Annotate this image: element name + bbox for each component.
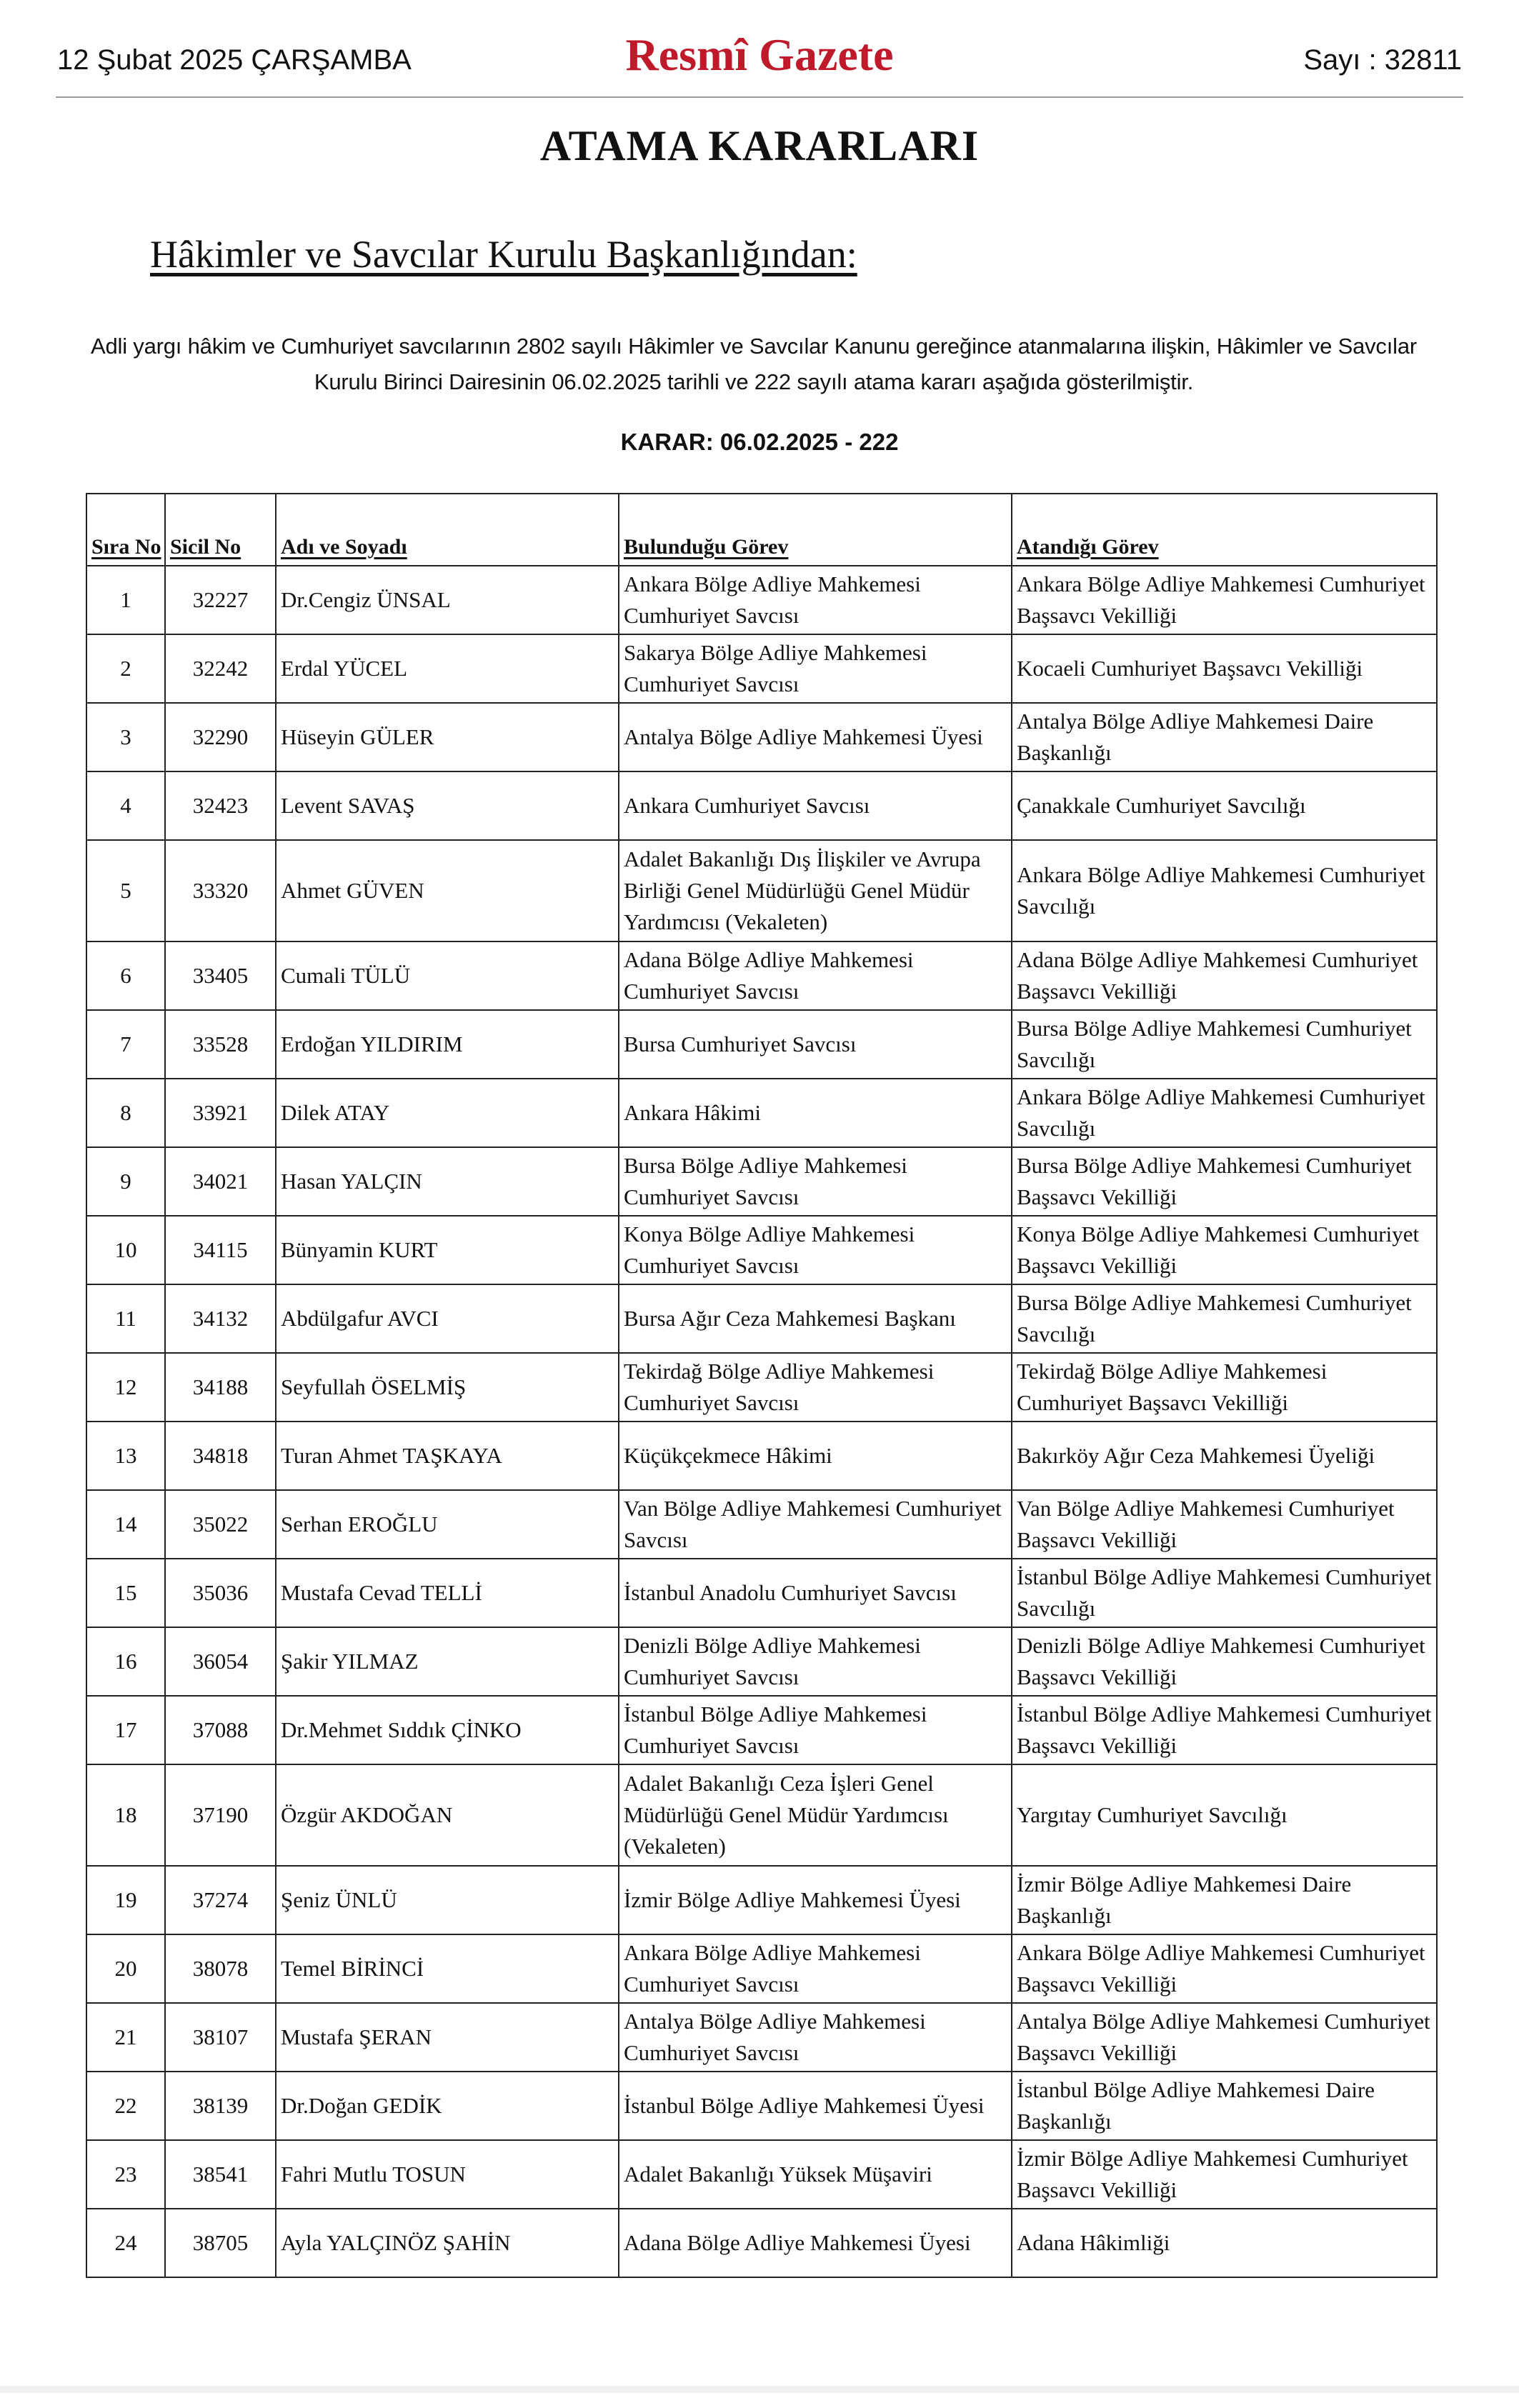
cell-sicil-no: 34188 xyxy=(165,1353,276,1422)
cell-current-post: Ankara Cumhuriyet Savcısı xyxy=(619,771,1012,840)
table-row xyxy=(86,1079,1437,1147)
cell-sicil-no: 34818 xyxy=(165,1422,276,1490)
cell-sira-no: 19 xyxy=(86,1866,165,1934)
cell-assigned-post: Antalya Bölge Adliye Mahkemesi Daire Başkanlığı xyxy=(1012,703,1437,771)
cell-current-post: Adana Bölge Adliye Mahkemesi Üyesi xyxy=(619,2209,1012,2277)
cell-name: Turan Ahmet TAŞKAYA xyxy=(276,1422,619,1490)
cell-sira-no: 5 xyxy=(86,840,165,941)
cell-current-post: İstanbul Bölge Adliye Mahkemesi Cumhuriyet Savcısı xyxy=(619,1696,1012,1764)
cell-sira-no: 18 xyxy=(86,1764,165,1866)
column-header-assigned-post: Atandığı Görev xyxy=(1012,494,1437,566)
table-row xyxy=(86,2003,1437,2072)
cell-name: Mustafa ŞERAN xyxy=(276,2003,619,2072)
issue-number: Sayı : 32811 xyxy=(1303,44,1462,76)
cell-assigned-post: Tekirdağ Bölge Adliye Mahkemesi Cumhuriyet Başsavcı Vekilliği xyxy=(1012,1353,1437,1422)
cell-assigned-post: Ankara Bölge Adliye Mahkemesi Cumhuriyet Savcılığı xyxy=(1012,840,1437,941)
cell-sicil-no: 37274 xyxy=(165,1866,276,1934)
cell-current-post: Adalet Bakanlığı Yüksek Müşaviri xyxy=(619,2140,1012,2209)
table-row xyxy=(86,771,1437,840)
cell-sicil-no: 38705 xyxy=(165,2209,276,2277)
cell-assigned-post: İzmir Bölge Adliye Mahkemesi Daire Başkanlığı xyxy=(1012,1866,1437,1934)
cell-assigned-post: İstanbul Bölge Adliye Mahkemesi Daire Başkanlığı xyxy=(1012,2072,1437,2140)
cell-sicil-no: 38078 xyxy=(165,1934,276,2003)
cell-name: Seyfullah ÖSELMİŞ xyxy=(276,1353,619,1422)
cell-sicil-no: 32290 xyxy=(165,703,276,771)
cell-name: Mustafa Cevad TELLİ xyxy=(276,1559,619,1627)
cell-sira-no: 22 xyxy=(86,2072,165,2140)
cell-name: Cumali TÜLÜ xyxy=(276,941,619,1010)
column-header-no: Sıra No xyxy=(86,494,165,566)
cell-assigned-post: Adana Hâkimliği xyxy=(1012,2209,1437,2277)
cell-current-post: Van Bölge Adliye Mahkemesi Cumhuriyet Savcısı xyxy=(619,1490,1012,1559)
cell-current-post: Sakarya Bölge Adliye Mahkemesi Cumhuriyet Savcısı xyxy=(619,634,1012,703)
cell-sira-no: 16 xyxy=(86,1627,165,1696)
cell-assigned-post: Ankara Bölge Adliye Mahkemesi Cumhuriyet Savcılığı xyxy=(1012,1079,1437,1147)
table-row xyxy=(86,1147,1437,1216)
cell-sicil-no: 34132 xyxy=(165,1284,276,1353)
cell-sira-no: 15 xyxy=(86,1559,165,1627)
cell-sicil-no: 33921 xyxy=(165,1079,276,1147)
cell-sicil-no: 33528 xyxy=(165,1010,276,1079)
cell-current-post: Adana Bölge Adliye Mahkemesi Cumhuriyet Savcısı xyxy=(619,941,1012,1010)
cell-sira-no: 20 xyxy=(86,1934,165,2003)
table-row xyxy=(86,1284,1437,1353)
cell-sicil-no: 37088 xyxy=(165,1696,276,1764)
table-row xyxy=(86,1866,1437,1934)
cell-name: Hasan YALÇIN xyxy=(276,1147,619,1216)
cell-sira-no: 8 xyxy=(86,1079,165,1147)
column-header-name: Adı ve Soyadı xyxy=(276,494,619,566)
publication-date: 12 Şubat 2025 ÇARŞAMBA xyxy=(57,44,412,76)
decision-reference: KARAR: 06.02.2025 - 222 xyxy=(620,429,899,455)
table-body xyxy=(86,566,1437,2277)
cell-name: Bünyamin KURT xyxy=(276,1216,619,1284)
cell-current-post: Antalya Bölge Adliye Mahkemesi Cumhuriyet Savcısı xyxy=(619,2003,1012,2072)
cell-sira-no: 23 xyxy=(86,2140,165,2209)
table-row xyxy=(86,1559,1437,1627)
cell-sira-no: 11 xyxy=(86,1284,165,1353)
cell-assigned-post: Kocaeli Cumhuriyet Başsavcı Vekilliği xyxy=(1012,634,1437,703)
page-footer-band xyxy=(0,2386,1519,2393)
cell-sira-no: 24 xyxy=(86,2209,165,2277)
cell-assigned-post: İzmir Bölge Adliye Mahkemesi Cumhuriyet Başsavcı Vekilliği xyxy=(1012,2140,1437,2209)
gazette-logo: Resmî Gazete xyxy=(625,29,894,80)
cell-sira-no: 21 xyxy=(86,2003,165,2072)
cell-sicil-no: 36054 xyxy=(165,1627,276,1696)
cell-name: Dr.Cengiz ÜNSAL xyxy=(276,566,619,634)
cell-current-post: Bursa Bölge Adliye Mahkemesi Cumhuriyet Savcısı xyxy=(619,1147,1012,1216)
cell-current-post: Bursa Cumhuriyet Savcısı xyxy=(619,1010,1012,1079)
cell-name: Serhan EROĞLU xyxy=(276,1490,619,1559)
cell-current-post: Adalet Bakanlığı Ceza İşleri Genel Müdürlüğü Genel Müdür Yardımcısı (Vekaleten) xyxy=(619,1764,1012,1866)
table-row xyxy=(86,1627,1437,1696)
cell-sicil-no: 35036 xyxy=(165,1559,276,1627)
table-row xyxy=(86,566,1437,634)
cell-sicil-no: 34115 xyxy=(165,1216,276,1284)
cell-assigned-post: Antalya Bölge Adliye Mahkemesi Cumhuriyet Başsavcı Vekilliği xyxy=(1012,2003,1437,2072)
table-row xyxy=(86,1696,1437,1764)
table-row xyxy=(86,1010,1437,1079)
table-row xyxy=(86,1490,1437,1559)
table-row xyxy=(86,1216,1437,1284)
page-header xyxy=(57,29,1462,100)
cell-name: Dilek ATAY xyxy=(276,1079,619,1147)
cell-name: Ayla YALÇINÖZ ŞAHİN xyxy=(276,2209,619,2277)
cell-current-post: Antalya Bölge Adliye Mahkemesi Üyesi xyxy=(619,703,1012,771)
cell-name: Levent SAVAŞ xyxy=(276,771,619,840)
cell-assigned-post: Ankara Bölge Adliye Mahkemesi Cumhuriyet Başsavcı Vekilliği xyxy=(1012,566,1437,634)
cell-assigned-post: Çanakkale Cumhuriyet Savcılığı xyxy=(1012,771,1437,840)
cell-name: Erdoğan YILDIRIM xyxy=(276,1010,619,1079)
cell-assigned-post: Konya Bölge Adliye Mahkemesi Cumhuriyet Başsavcı Vekilliği xyxy=(1012,1216,1437,1284)
cell-sicil-no: 32227 xyxy=(165,566,276,634)
table-row xyxy=(86,1764,1437,1866)
table-row xyxy=(86,941,1437,1010)
cell-name: Dr.Mehmet Sıddık ÇİNKO xyxy=(276,1696,619,1764)
cell-current-post: İzmir Bölge Adliye Mahkemesi Üyesi xyxy=(619,1866,1012,1934)
cell-current-post: Ankara Hâkimi xyxy=(619,1079,1012,1147)
table-row xyxy=(86,703,1437,771)
table-row xyxy=(86,2209,1437,2277)
table-header-row xyxy=(86,494,1437,566)
cell-sira-no: 9 xyxy=(86,1147,165,1216)
cell-current-post: Ankara Bölge Adliye Mahkemesi Cumhuriyet Savcısı xyxy=(619,1934,1012,2003)
cell-assigned-post: Denizli Bölge Adliye Mahkemesi Cumhuriyet Başsavcı Vekilliği xyxy=(1012,1627,1437,1696)
cell-sicil-no: 32242 xyxy=(165,634,276,703)
section-title: ATAMA KARARLARI xyxy=(539,122,980,169)
cell-current-post: Konya Bölge Adliye Mahkemesi Cumhuriyet Savcısı xyxy=(619,1216,1012,1284)
institution-heading: Hâkimler ve Savcılar Kurulu Başkanlığından: xyxy=(150,233,857,276)
cell-current-post: Adalet Bakanlığı Dış İlişkiler ve Avrupa Birliği Genel Müdürlüğü Genel Müdür Yardımcısı (Vekaleten) xyxy=(619,840,1012,941)
cell-sira-no: 10 xyxy=(86,1216,165,1284)
cell-assigned-post: Bursa Bölge Adliye Mahkemesi Cumhuriyet Başsavcı Vekilliği xyxy=(1012,1147,1437,1216)
cell-sicil-no: 34021 xyxy=(165,1147,276,1216)
cell-current-post: Tekirdağ Bölge Adliye Mahkemesi Cumhuriyet Savcısı xyxy=(619,1353,1012,1422)
table-row xyxy=(86,1353,1437,1422)
cell-name: Dr.Doğan GEDİK xyxy=(276,2072,619,2140)
cell-name: Şeniz ÜNLÜ xyxy=(276,1866,619,1934)
cell-name: Temel BİRİNCİ xyxy=(276,1934,619,2003)
cell-sicil-no: 33320 xyxy=(165,840,276,941)
cell-assigned-post: Adana Bölge Adliye Mahkemesi Cumhuriyet Başsavcı Vekilliği xyxy=(1012,941,1437,1010)
cell-assigned-post: Van Bölge Adliye Mahkemesi Cumhuriyet Başsavcı Vekilliği xyxy=(1012,1490,1437,1559)
cell-name: Ahmet GÜVEN xyxy=(276,840,619,941)
cell-assigned-post: İstanbul Bölge Adliye Mahkemesi Cumhuriyet Başsavcı Vekilliği xyxy=(1012,1696,1437,1764)
cell-sira-no: 13 xyxy=(86,1422,165,1490)
cell-name: Erdal YÜCEL xyxy=(276,634,619,703)
intro-paragraph: Adli yargı hâkim ve Cumhuriyet savcılarının 2802 sayılı Hâkimler ve Savcılar Kanunu gereğince atanmalarına ilişkin, Hâkimler ve Savcılar Kurulu Birinci Dairesinin 06.02.2025 tarihli ve 222 sayılı atama kararı aşağıda gösterilmiştir. xyxy=(91,334,1417,394)
table-row xyxy=(86,1934,1437,2003)
cell-sira-no: 4 xyxy=(86,771,165,840)
cell-name: Hüseyin GÜLER xyxy=(276,703,619,771)
column-header-current-post: Bulunduğu Görev xyxy=(619,494,1012,566)
table-row xyxy=(86,1422,1437,1490)
cell-assigned-post: Yargıtay Cumhuriyet Savcılığı xyxy=(1012,1764,1437,1866)
cell-sira-no: 12 xyxy=(86,1353,165,1422)
cell-sira-no: 1 xyxy=(86,566,165,634)
cell-sira-no: 7 xyxy=(86,1010,165,1079)
cell-assigned-post: Ankara Bölge Adliye Mahkemesi Cumhuriyet Başsavcı Vekilliği xyxy=(1012,1934,1437,2003)
cell-name: Fahri Mutlu TOSUN xyxy=(276,2140,619,2209)
appointments-table xyxy=(86,493,1438,2278)
cell-sira-no: 3 xyxy=(86,703,165,771)
cell-sicil-no: 37190 xyxy=(165,1764,276,1866)
cell-assigned-post: Bursa Bölge Adliye Mahkemesi Cumhuriyet Savcılığı xyxy=(1012,1010,1437,1079)
cell-assigned-post: İstanbul Bölge Adliye Mahkemesi Cumhuriyet Savcılığı xyxy=(1012,1559,1437,1627)
cell-sira-no: 14 xyxy=(86,1490,165,1559)
cell-current-post: Küçükçekmece Hâkimi xyxy=(619,1422,1012,1490)
cell-current-post: Ankara Bölge Adliye Mahkemesi Cumhuriyet Savcısı xyxy=(619,566,1012,634)
cell-sicil-no: 32423 xyxy=(165,771,276,840)
cell-sicil-no: 38541 xyxy=(165,2140,276,2209)
cell-sicil-no: 38139 xyxy=(165,2072,276,2140)
cell-name: Abdülgafur AVCI xyxy=(276,1284,619,1353)
cell-name: Şakir YILMAZ xyxy=(276,1627,619,1696)
cell-sicil-no: 38107 xyxy=(165,2003,276,2072)
table-row xyxy=(86,840,1437,941)
cell-sira-no: 17 xyxy=(86,1696,165,1764)
header-divider xyxy=(56,96,1463,98)
column-header-sicil: Sicil No xyxy=(165,494,276,566)
table-row xyxy=(86,2140,1437,2209)
cell-current-post: İstanbul Bölge Adliye Mahkemesi Üyesi xyxy=(619,2072,1012,2140)
cell-name: Özgür AKDOĞAN xyxy=(276,1764,619,1866)
cell-current-post: Denizli Bölge Adliye Mahkemesi Cumhuriyet Savcısı xyxy=(619,1627,1012,1696)
table-row xyxy=(86,634,1437,703)
cell-assigned-post: Bursa Bölge Adliye Mahkemesi Cumhuriyet Savcılığı xyxy=(1012,1284,1437,1353)
cell-current-post: Bursa Ağır Ceza Mahkemesi Başkanı xyxy=(619,1284,1012,1353)
cell-sira-no: 2 xyxy=(86,634,165,703)
cell-assigned-post: Bakırköy Ağır Ceza Mahkemesi Üyeliği xyxy=(1012,1422,1437,1490)
cell-sicil-no: 33405 xyxy=(165,941,276,1010)
cell-sira-no: 6 xyxy=(86,941,165,1010)
table-row xyxy=(86,2072,1437,2140)
cell-current-post: İstanbul Anadolu Cumhuriyet Savcısı xyxy=(619,1559,1012,1627)
cell-sicil-no: 35022 xyxy=(165,1490,276,1559)
